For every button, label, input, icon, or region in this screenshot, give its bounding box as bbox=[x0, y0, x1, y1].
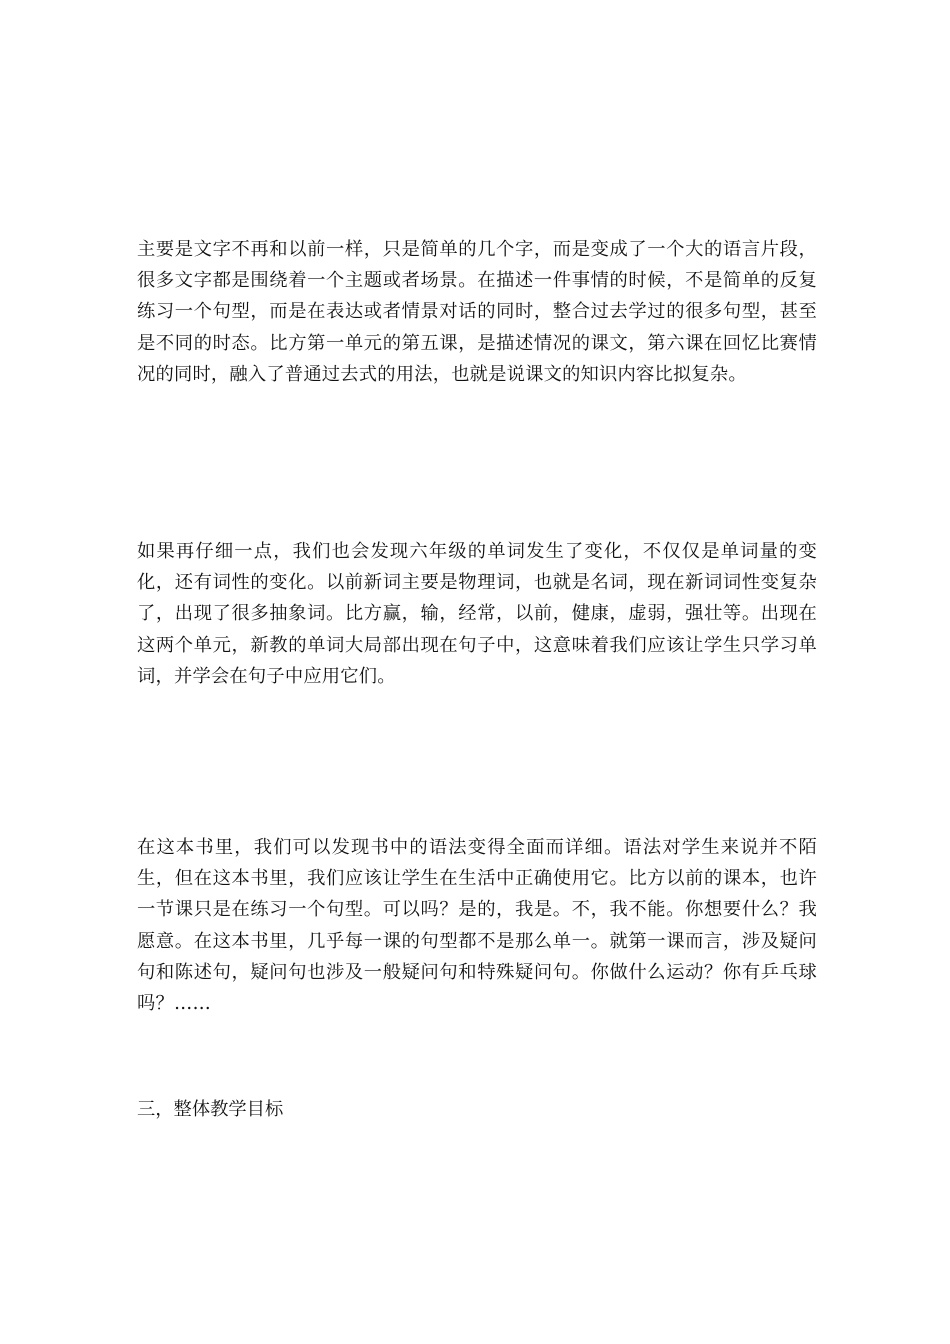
paragraph-1: 主要是文字不再和以前一样，只是简单的几个字，而是变成了一个大的语言片段，很多文字都是围绕着一个主题或者场景。在描述一件事情的时候，不是简单的反复练习一个句型，而是在表达或者情景对话的同时，整合过去学过的很多句型，甚至是不同的时态。比方第一单元的第五课，是描述情况的课文，第六课在回忆比赛情况的同时，融入了普通过去式的用法，也就是说课文的知识内容比拟复杂。 bbox=[137, 239, 817, 385]
paragraph-3: 在这本书里，我们可以发现书中的语法变得全面而详细。语法对学生来说并不陌生，但在这本书里，我们应该让学生在生活中正确使用它。比方以前的课本，也许一节课只是在练习一个句型。可以吗？是的，我是。不，我不能。你想要什么？我愿意。在这本书里，几乎每一课的句型都不是那么单一。就第一课而言，涉及疑问句和陈述句，疑问句也涉及一般疑问句和特殊疑问句。你做什么运动？你有乒乓球吗？…… bbox=[137, 837, 817, 1015]
section-heading: 三，整体教学目标 bbox=[137, 1099, 284, 1120]
paragraph-2: 如果再仔细一点，我们也会发现六年级的单词发生了变化，不仅仅是单词量的变化，还有词性的变化。以前新词主要是物理词，也就是名词，现在新词词性变复杂了，出现了很多抽象词。比方赢，输，经常，以前，健康，虚弱，强壮等。出现在这两个单元，新教的单词大局部出现在句子中，这意味着我们应该让学生只学习单词，并学会在句子中应用它们。 bbox=[137, 541, 817, 687]
